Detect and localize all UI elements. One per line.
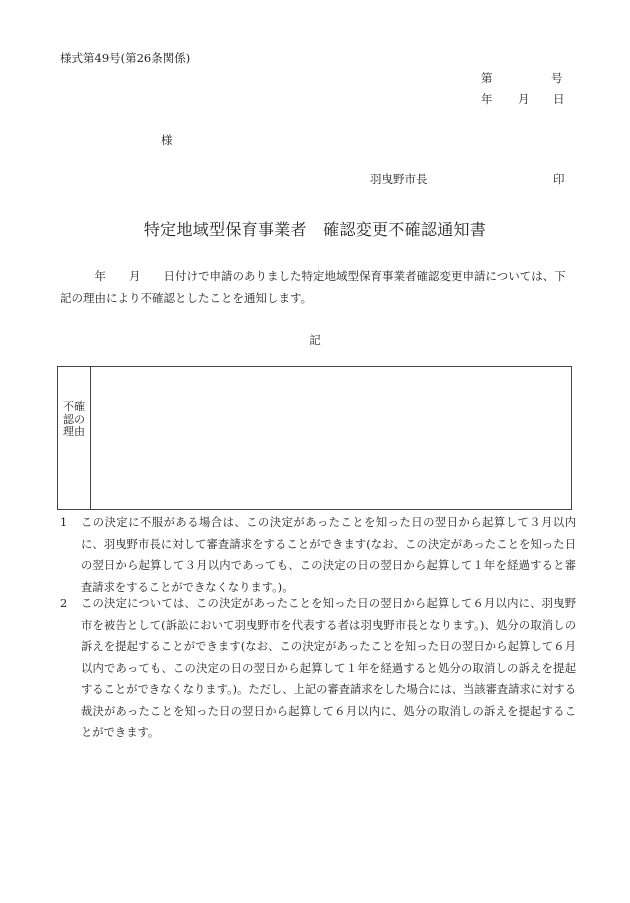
form-number: 様式第49号(第26条関係) <box>60 51 191 65</box>
document-title: 特定地域型保育事業者 確認変更不確認通知書 <box>143 220 487 239</box>
date-day-label: 日 <box>553 92 565 106</box>
reason-table <box>57 366 572 510</box>
note-item <box>60 512 576 598</box>
note-number: 2 <box>60 597 68 610</box>
date-year-label: 年 <box>481 92 493 106</box>
notice-body: 年 月 日付けで申請のありました特定地域型保育事業者確認変更申請については、下記の理由により不確認としたことを通知します。 <box>60 269 566 305</box>
note-number: 1 <box>60 516 68 529</box>
note-text: この決定については、この決定があったことを知った日の翌日から起算して６月以内に、羽曳野市を被告として(訴訟において羽曳野市を代表する者は羽曳野市長となります。)、処分の取消しの訴えを提起することができます(なお、この決定があったことを知った日の翌日から起算して６月以内であっても、この決定の日の翌日から起算して１年を経過すると処分の取消しの訴えを提起することができなくなります。)。ただし、上記の審査請求をした場合には、当該審査請求に対する裁決があったことを知った日の翌日から起算して６月以内に、処分の取消しの訴えを提起することができます。 <box>81 597 576 739</box>
document-number-suffix: 号 <box>551 71 563 85</box>
document-number-label: 第 <box>481 71 493 85</box>
reason-label: 不確認の理由 <box>63 400 85 438</box>
note-item <box>60 593 576 744</box>
reason-value-cell <box>91 367 571 509</box>
reason-label-cell <box>58 367 91 509</box>
issuer-seal-mark: 印 <box>553 172 565 186</box>
note-text: この決定に不服がある場合は、この決定があったことを知った日の翌日から起算して３月以内に、羽曳野市長に対して審査請求をすることができます(なお、この決定があったことを知った日の翌日から起算して３月以内であっても、この決定の日の翌日から起算して１年を経過すると審査請求をすることができなくなります。)。 <box>81 516 576 594</box>
date-month-label: 月 <box>518 92 530 106</box>
record-label: 記 <box>309 333 321 347</box>
addressee-suffix: 様 <box>161 133 173 147</box>
issuer-title: 羽曳野市長 <box>370 172 428 186</box>
